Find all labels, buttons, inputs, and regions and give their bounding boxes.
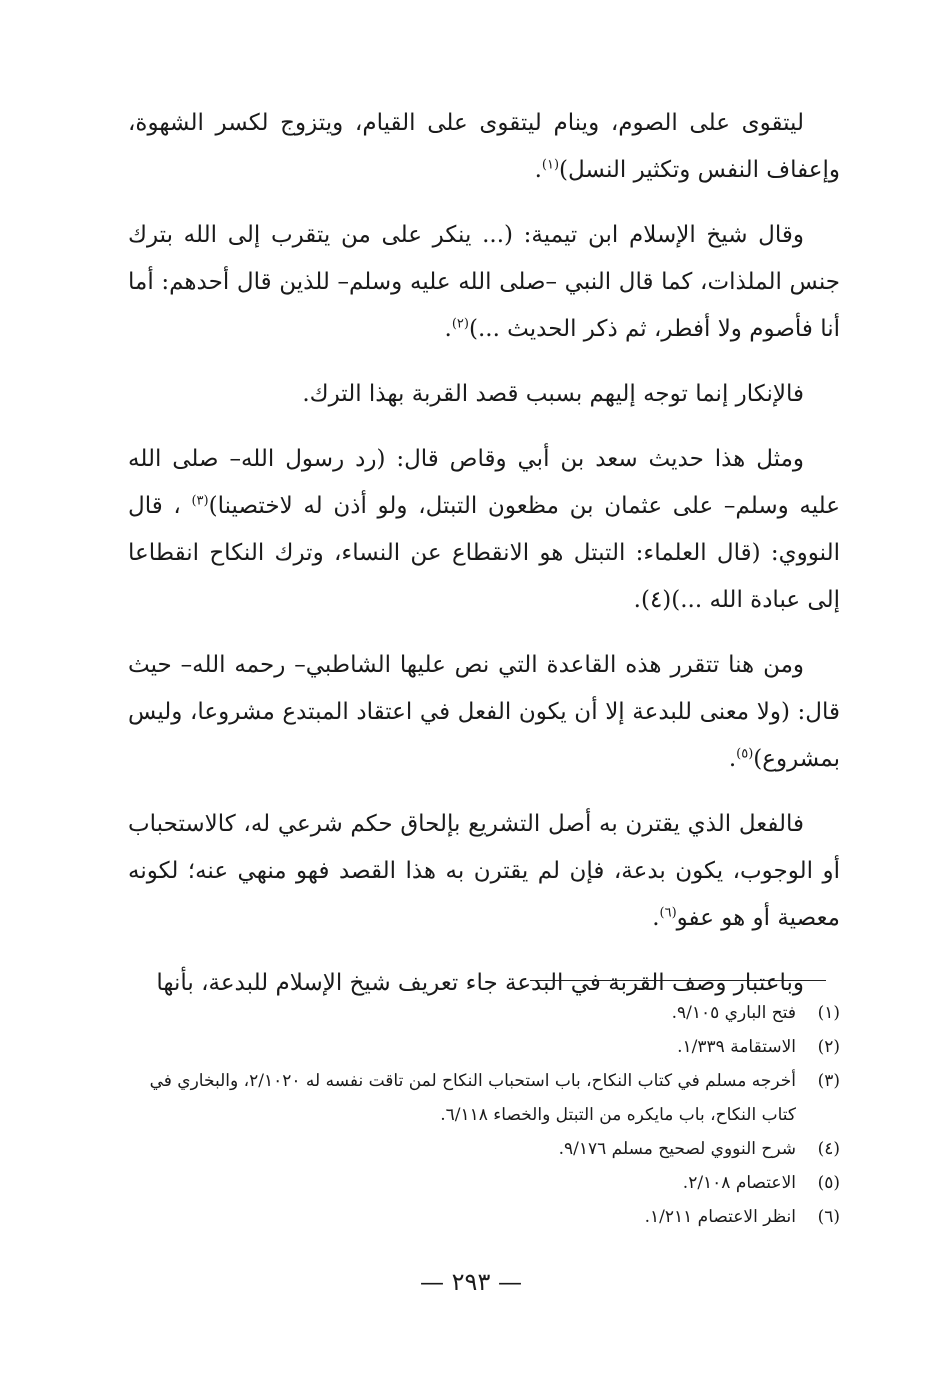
main-text	[128, 100, 840, 1025]
footnote-text: أخرجه مسلم في كتاب النكاح، باب استحباب النكاح لمن تاقت نفسه له ٢/١٠٢٠، والبخاري في كتاب النكاح، باب مايكره من التبتل والخصاء ٦/١١٨.	[149, 1071, 796, 1125]
footnote-number: (٣)	[817, 1071, 840, 1091]
footnote-ref-5[interactable]: (٥)	[736, 746, 754, 762]
footnote-6	[128, 1200, 840, 1234]
paragraph-3: فالإنكار إنما توجه إليهم بسبب قصد القربة بهذا الترك.	[302, 381, 804, 407]
footnote-4	[128, 1132, 840, 1166]
footnote-number: (٦)	[817, 1207, 840, 1227]
footnote-5	[128, 1166, 840, 1200]
paragraph-1: ليتقوى على الصوم، وينام ليتقوى على القيام، ويتزوج لكسر الشهوة، وإعفاف النفس وتكثير النسل)$^{(١)}$.	[128, 110, 840, 183]
footnote-3	[128, 1064, 840, 1132]
footnote-number: (٢)	[817, 1037, 840, 1057]
footnote-ref-2[interactable]: (٢)	[451, 316, 469, 332]
footnote-number: (٥)	[817, 1173, 840, 1193]
paragraph-5: ومن هنا تتقرر هذه القاعدة التي نص عليها الشاطبي– رحمه الله– حيث قال: (ولا معنى للبدعة إلا أن يكون الفعل في اعتقاد المبتدع مشروعا، وليس بمشروع)$^{(٥)}$.	[128, 652, 840, 772]
paragraph-7: وباعتبار وصف القربة في البدعة جاء تعريف شيخ الإسلام للبدعة، بأنها	[156, 970, 804, 996]
page-number: — ٢٩٣ —	[420, 1268, 522, 1296]
footnote-text: فتح الباري ٩/١٠٥.	[671, 1003, 796, 1023]
footnote-ref-6[interactable]: (٦)	[659, 905, 677, 921]
footnote-text: انظر الاعتصام ١/٢١١.	[644, 1207, 796, 1227]
footnote-ref-1[interactable]: (١)	[541, 157, 560, 173]
footnote-text: الاعتصام ٢/١٠٨.	[682, 1173, 796, 1193]
paragraph-6: فالفعل الذي يقترن به أصل التشريع بإلحاق حكم شرعي له، كالاستحباب أو الوجوب، يكون بدعة، فإن لم يقترن به هذا القصد فهو منهي عنه؛ لكونه معصية أو هو عفو$^{(٦)}$.	[128, 811, 840, 931]
footnote-text: شرح النووي لصحيح مسلم ٩/١٧٦.	[558, 1139, 796, 1159]
footnote-2	[128, 1030, 840, 1064]
footnote-number: (١)	[817, 1003, 840, 1023]
footnote-1	[128, 996, 840, 1030]
footnote-ref-3[interactable]: (٣)	[191, 493, 209, 509]
footnote-number: (٤)	[817, 1139, 840, 1159]
footnotes	[128, 996, 840, 1234]
footnote-divider	[530, 980, 826, 981]
paragraph-2: وقال شيخ الإسلام ابن تيمية: (... ينكر على من يتقرب إلى الله بترك جنس الملذات، كما قال النبي –صلى الله عليه وسلم– للذين قال أحدهم: أما أنا فأصوم ولا أفطر، ثم ذكر الحديث ...)$^{(٢)}$.	[128, 222, 840, 342]
footnote-text: الاستقامة ١/٣٣٩.	[677, 1037, 796, 1057]
paragraph-4: ومثل هذا حديث سعد بن أبي وقاص قال: (رد رسول الله– صلى الله عليه وسلم– على عثمان بن مظعون التبتل، ولو أذن له لاختصينا)$^{(٣)}$ ، قال النووي: (قال العلماء: التبتل هو الانقطاع عن النساء، وترك النكاح انقطاعا إلى عبادة الله ...)(٤).	[128, 446, 840, 613]
